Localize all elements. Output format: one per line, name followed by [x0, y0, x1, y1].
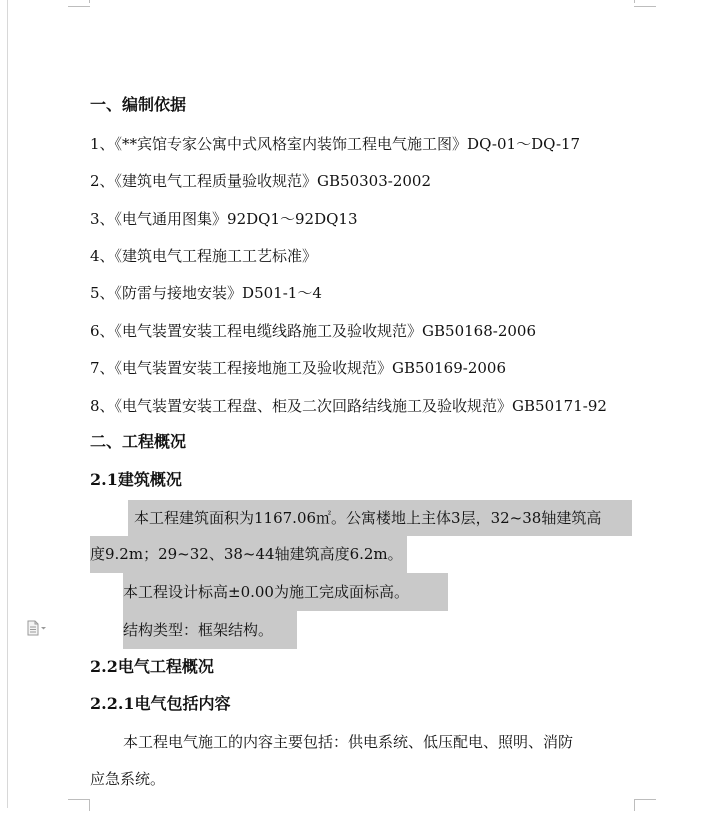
basis-item-2: 2、《建筑电气工程质量验收规范》GB50303-2002 — [90, 172, 432, 190]
overview-heading: 二、工程概况 — [90, 432, 187, 451]
basis-heading: 一、编制依据 — [90, 95, 187, 114]
left-gutter-line — [7, 0, 8, 808]
corner-mark-bottom-right-vertical — [634, 799, 635, 811]
basis-item-1: 1、《**宾馆专家公寓中式风格室内装饰工程电气施工图》DQ-01～DQ-17 — [90, 135, 581, 153]
basis-item-5: 5、《防雷与接地安装》D501-1～4 — [90, 284, 322, 302]
corner-mark-bottom-left — [68, 799, 90, 820]
basis-item-3: 3、《电气通用图集》92DQ1～92DQ13 — [90, 210, 358, 228]
building-para1-line1[interactable]: 本工程建筑面积为1167.06㎡。公寓楼地上主体3层，32~38轴建筑高 — [128, 500, 632, 536]
electrical-sub-heading: 2.2.1电气包括内容 — [90, 694, 231, 713]
corner-mark-bottom-left-vertical — [89, 799, 90, 811]
corner-mark-top-right — [634, 0, 656, 7]
basis-item-7: 7、《电气装置安装工程接地施工及验收规范》GB50169-2006 — [90, 359, 507, 377]
building-para1-line2[interactable]: 度9.2m；29~32、38~44轴建筑高度6.2m。 — [90, 536, 407, 573]
building-para2[interactable]: 本工程设计标高±0.00为施工完成面标高。 — [123, 573, 448, 611]
corner-mark-top-right-vertical — [634, 0, 635, 3]
building-para3[interactable]: 结构类型：框架结构。 — [123, 611, 297, 649]
paragraph-options-icon[interactable] — [26, 620, 48, 636]
corner-mark-top-left — [68, 0, 90, 7]
basis-item-6: 6、《电气装置安装工程电缆线路施工及验收规范》GB50168-2006 — [90, 322, 537, 340]
electrical-heading: 2.2电气工程概况 — [90, 657, 214, 676]
building-heading: 2.1建筑概况 — [90, 470, 182, 489]
corner-mark-bottom-right — [634, 799, 656, 820]
basis-item-8: 8、《电气装置安装工程盘、柜及二次回路结线施工及验收规范》GB50171-92 — [90, 397, 607, 415]
electrical-para-line1: 本工程电气施工的内容主要包括：供电系统、低压配电、照明、消防 — [123, 733, 574, 751]
corner-mark-top-left-vertical — [89, 0, 90, 3]
basis-item-4: 4、《建筑电气工程施工工艺标准》 — [90, 247, 318, 265]
electrical-para-line2: 应急系统。 — [90, 770, 166, 788]
